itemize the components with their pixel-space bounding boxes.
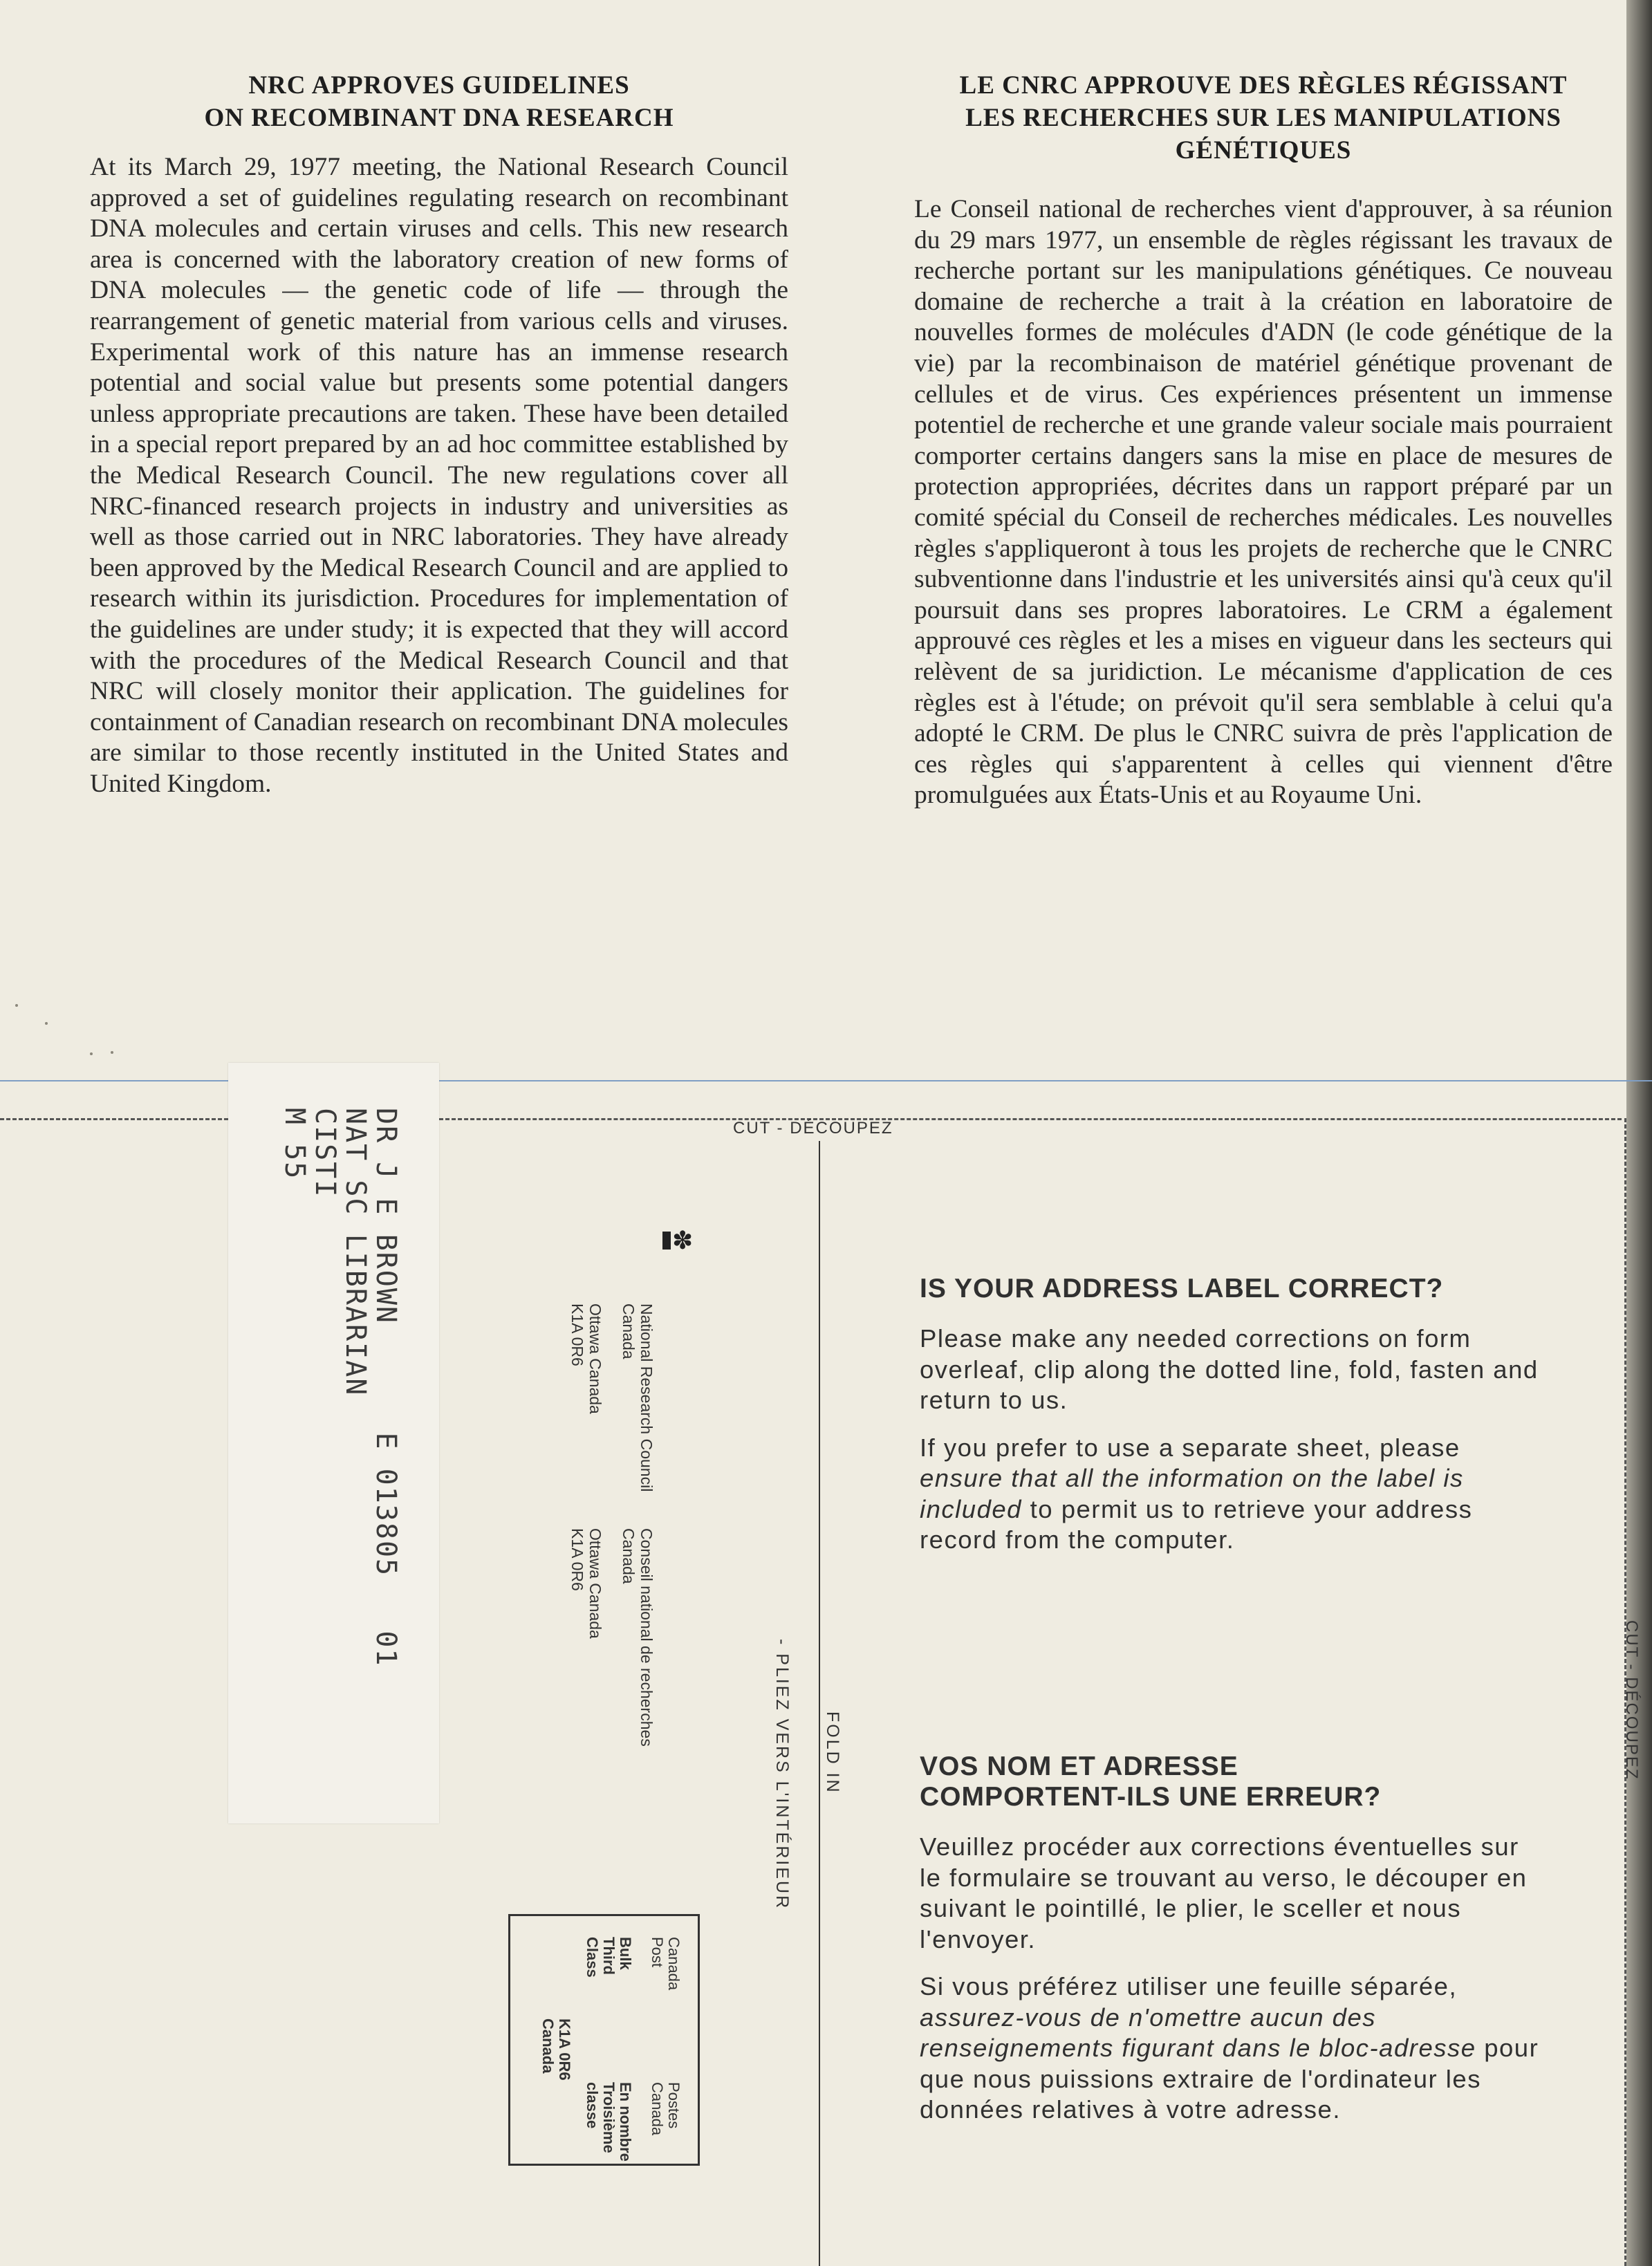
fold-instruction-en: FOLD IN	[823, 1711, 842, 1794]
fold-line	[819, 1141, 820, 2266]
notice-heading: IS YOUR ADDRESS LABEL CORRECT?	[920, 1274, 1444, 1303]
notice-paragraph: Veuillez procéder aux corrections éventuelles sur le formulaire se trouvant au verso, le découper en suivant le pointillé, le plier, le sceller et nous l'envoyer.	[920, 1832, 1528, 1953]
page-binding-edge	[1626, 0, 1652, 2266]
cut-label-right: CUT - DÉCOUPEZ	[1622, 1620, 1641, 1781]
article-title: NRC APPROVES GUIDELINES ON RECOMBINANT DNA RESEARCH	[204, 71, 674, 132]
address-line: CISTI	[309, 1108, 341, 1198]
postage-postal-code: K1A 0R6 Canada	[539, 2018, 573, 2081]
notice-paragraph: Si vous préférez utiliser une feuille séparée, assurez-vous de n'omettre aucun des renseignements figurant dans le bloc-adresse pour que nous puissions extraire de l'ordinateur les données relatives à votre adresse.	[920, 1972, 1539, 2124]
notice-paragraph: Please make any needed corrections on form overleaf, clip along the dotted line, fold, fasten and return to us.	[920, 1324, 1539, 1414]
paper-speck	[90, 1052, 93, 1055]
article-title: LE CNRC APPROUVE DES RÈGLES RÉGISSANT LES RECHERCHES SUR LES MANIPULATIONS GÉNÉTIQUES	[959, 71, 1568, 165]
address-line: M 55	[279, 1108, 310, 1180]
postage-carrier-fr: Postes Canada	[649, 2082, 683, 2136]
address-label	[228, 1063, 439, 1823]
paper-speck	[15, 1004, 18, 1007]
address-line: DR J E BROWN E 013805 01	[370, 1108, 402, 1667]
postage-indicia	[508, 1914, 700, 2166]
cut-label-top: CUT - DÉCOUPEZ	[733, 1119, 893, 1137]
nrc-logo	[662, 1227, 694, 1265]
notice-heading: VOS NOM ET ADRESSE COMPORTENT-ILS UNE ERREUR?	[920, 1752, 1382, 1812]
cut-line-top-left	[0, 1118, 228, 1120]
address-line: NAT SC LIBRARIAN	[340, 1108, 371, 1397]
notice-french	[920, 1752, 1542, 2142]
return-address-fr: Conseil national de recherches Canada Ottawa Canada K1A 0R6	[568, 1528, 656, 1747]
notice-paragraph: If you prefer to use a separate sheet, please ensure that all the information on the label is included to permit us to retrieve your address record from the computer.	[920, 1433, 1473, 1554]
postage-class-en: Bulk Third Class	[584, 1937, 634, 1978]
logo-bar-icon	[662, 1232, 671, 1250]
paper-speck	[111, 1051, 113, 1054]
fold-instruction-fr: - PLIEZ VERS L'INTÉRIEUR	[772, 1639, 792, 1911]
return-address-en: National Research Council Canada Ottawa Canada K1A 0R6	[568, 1303, 656, 1492]
article-french	[914, 69, 1613, 811]
maple-leaf-icon: ✽	[672, 1227, 694, 1255]
cut-line-top	[439, 1118, 1622, 1120]
postage-class-fr: En nombre Troisième classe	[584, 2082, 634, 2162]
article-body: At its March 29, 1977 meeting, the National Research Council approved a set of guidelines regulating research on recombinant DNA molecules and certain viruses and cells. This new research area is concerned with the laboratory creation of new forms of DNA molecules — the genetic code of life — through the rearrangement of genetic material from various cells and viruses. Experimental work of this nature has an immense research potential and social value but presents some potential dangers unless appropriate precautions are taken. These have been detailed in a special report prepared by an ad hoc committee established by the Medical Research Council. The new regulations cover all NRC-financed research projects in industry and universities as well as those carried out in NRC laboratories. They have already been approved by the Medical Research Council and are applied to research within its jurisdiction. Procedures for implementation of the guidelines are under study; it is expected that they will accord with the procedures of the Medical Research Council and that NRC will closely monitor their application. The guidelines for containment of Canadian research on recombinant DNA molecules are similar to those recently instituted in the United States and United Kingdom.	[90, 153, 788, 798]
paper-speck	[45, 1022, 48, 1025]
article-english	[90, 69, 788, 799]
notice-english	[920, 1274, 1542, 1572]
postage-carrier-en: Canada Post	[649, 1937, 683, 1991]
article-body: Le Conseil national de recherches vient d'approuver, à sa réunion du 29 mars 1977, un ensemble de règles régissant les travaux de recherche portant sur les manipulations génétiques. Ce nouveau domaine de recherche a trait à la création en laboratoire de nouvelles formes de molécules d'ADN (le code génétique de la vie) par la recombinaison de matériel génétique provenant de cellules et de virus. Ces expériences présentent un immense potentiel de recherche et une grande valeur sociale mais pourraient comporter certains dangers sans la mise en place de mesures de protection appropriées, décrites dans un rapport préparé par un comité spécial du Conseil de recherches médicales. Les nouvelles règles s'appliqueront à tous les projets de recherche que le CNRC subventionne dans l'industrie et les universités ainsi qu'à ceux qu'il poursuit dans ses propres laboratoires. Le CRM a également approuvé ces règles et les a mises en vigueur dans les secteurs qui relèvent de sa juridiction. Le mécanisme d'application de ces règles est à l'étude; on prévoit qu'il sera semblable à celui qu'a adopté le CRM. De plus le CNRC suivra de près l'application de ces règles qui s'apparentent à celles qui viennent d'être promulguées aux États-Unis et au Royaume Uni.	[914, 195, 1613, 810]
